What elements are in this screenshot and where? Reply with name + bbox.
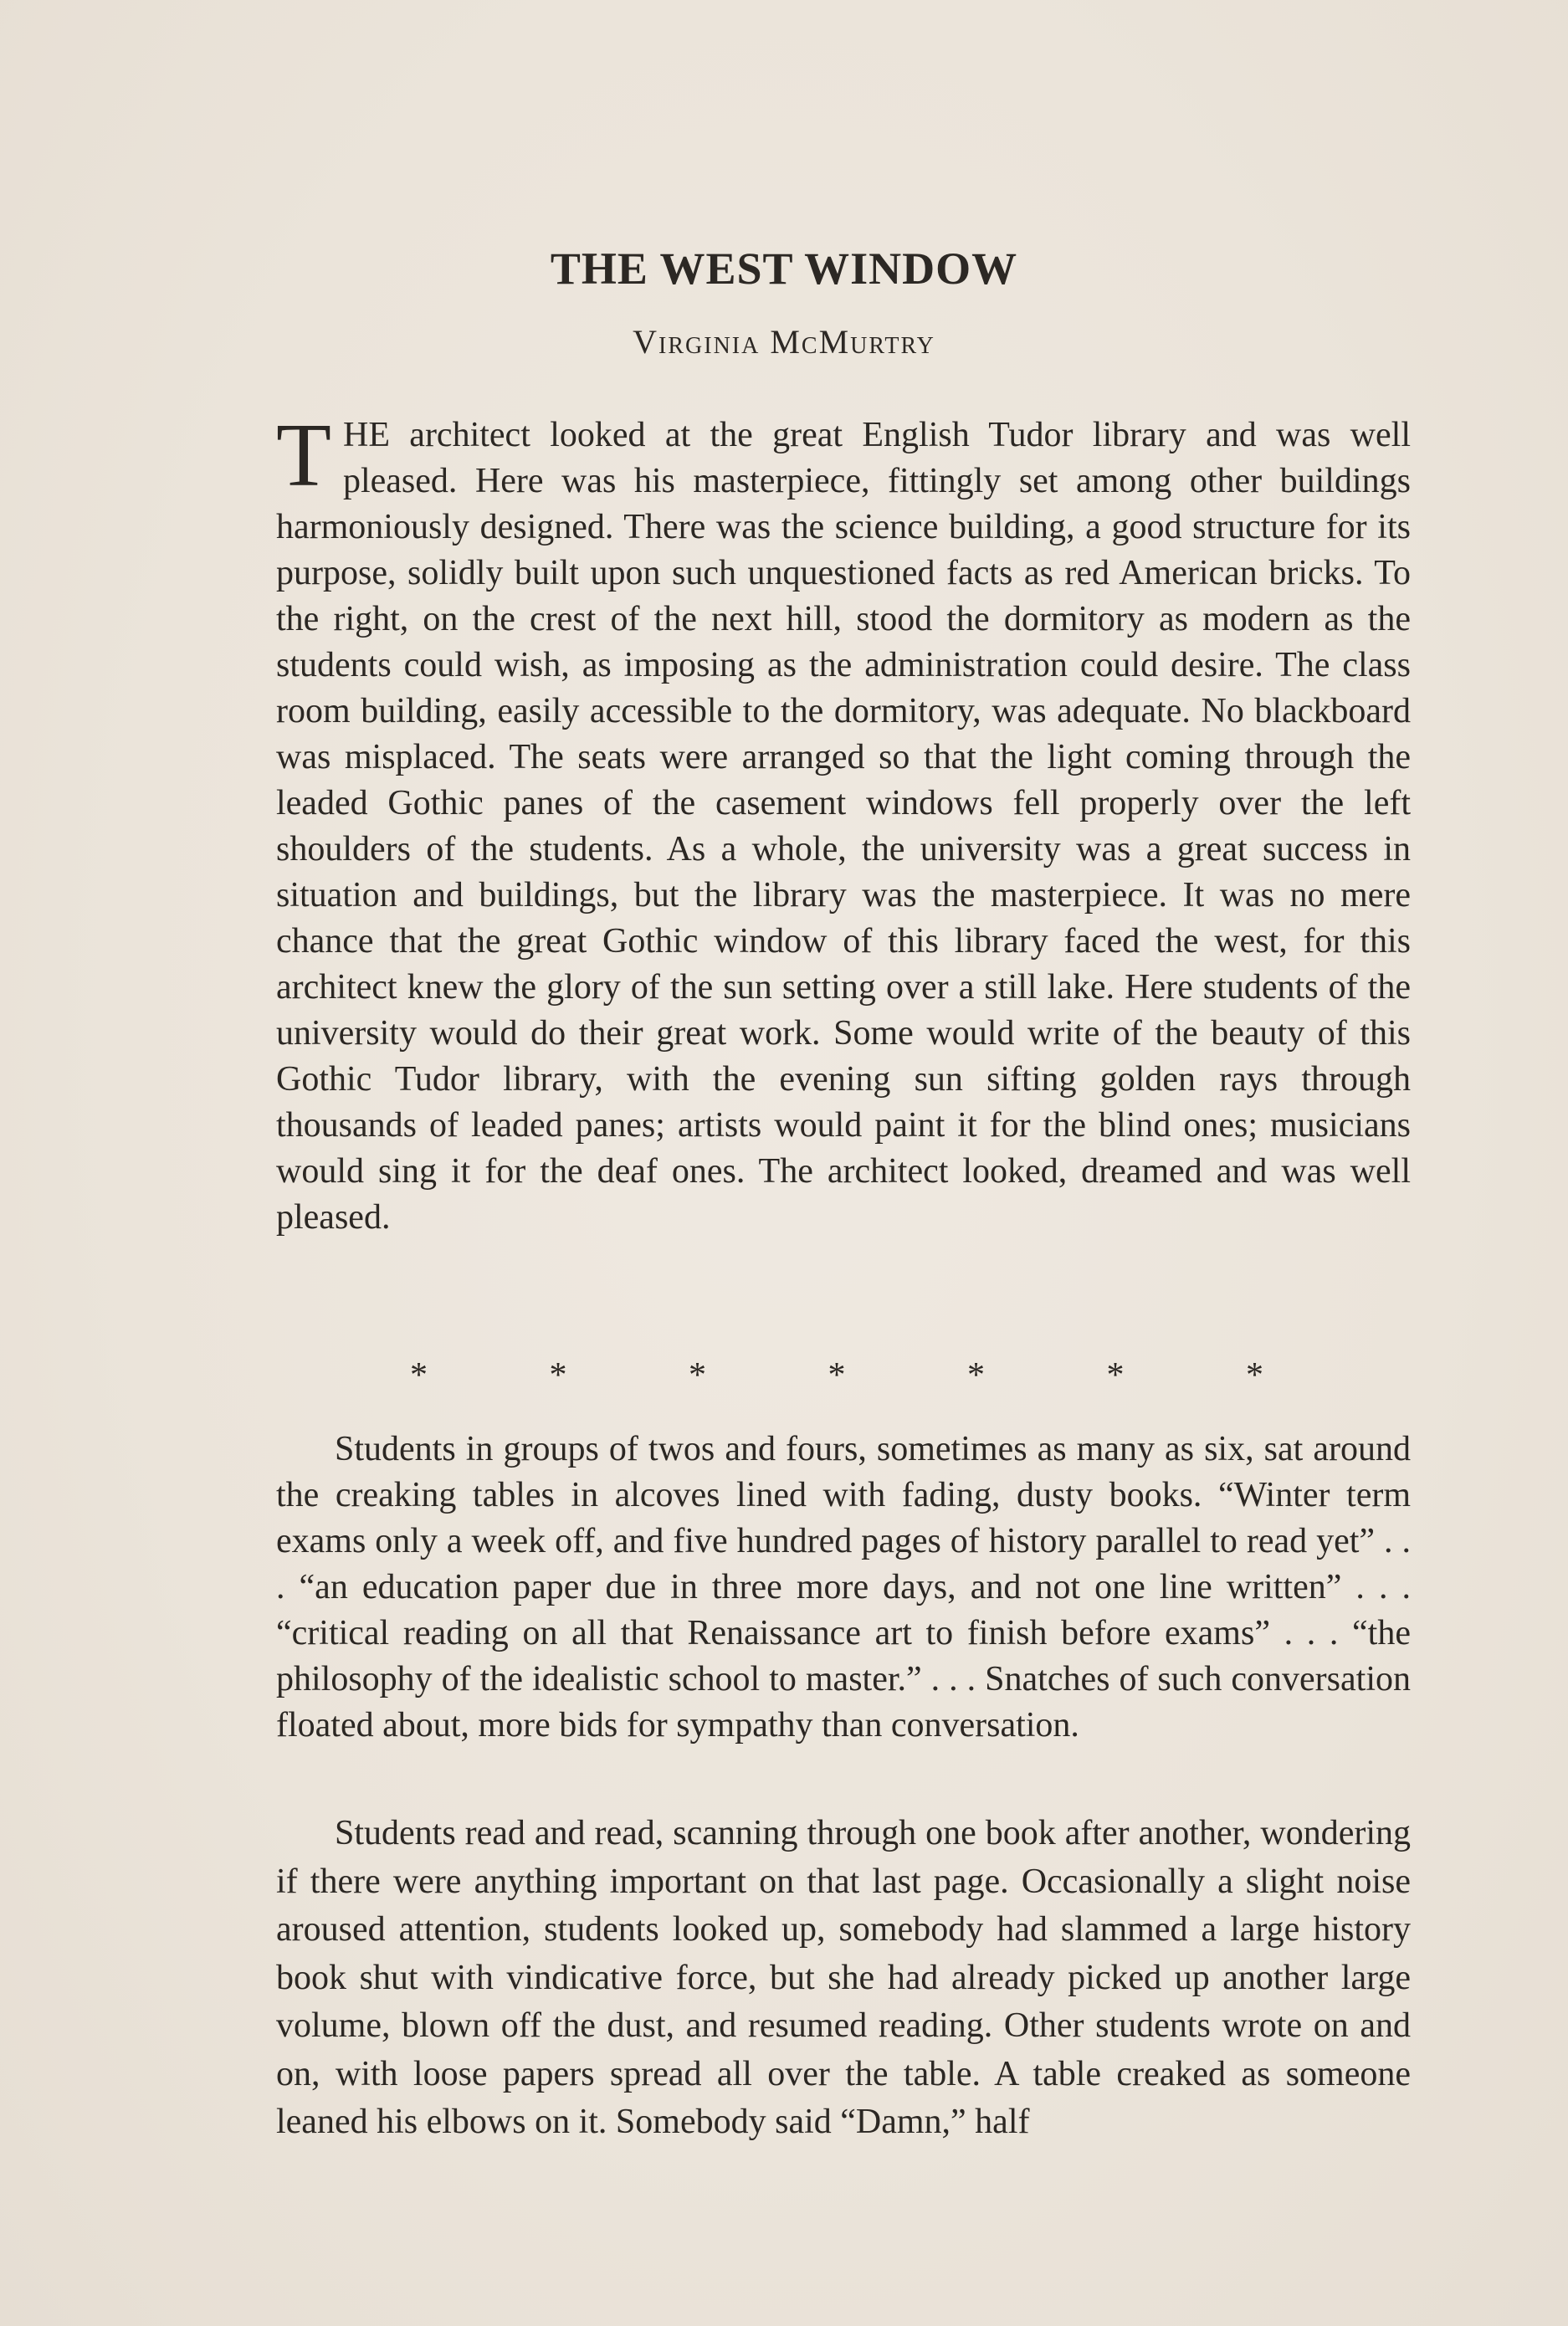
- paragraph-3: [276, 1810, 1411, 2147]
- separator-star: *: [1246, 1356, 1263, 1395]
- separator-star: *: [689, 1356, 706, 1395]
- paragraph-1: [276, 406, 1411, 1241]
- separator-star: *: [410, 1356, 428, 1395]
- separator-star: *: [549, 1356, 567, 1395]
- page-title: THE WEST WINDOW: [550, 243, 1018, 294]
- paragraph-1-text: HE architect looked at the great English Tudor library and was well pleased. Here was his masterpiece, fittingly set among other buildings harmoniously designed. There was the science building, a good structure for its purpose, solidly built upon such unquestioned facts as red American bricks. To the right, on the crest of the next hill, stood the dormitory as modern as the students could wish, as imposing as the administration could desire. The class room building, easily accessible to the dormitory, was adequate. No blackboard was misplaced. The seats were arranged so that the light coming through the leaded Gothic panes of the casement windows fell properly over the left shoulders of the students. As a whole, the university was a great success in situation and buildings, but the library was the masterpiece. It was no mere chance that the great Gothic window of this library faced the west, for this architect knew the glory of the sun setting over a still lake. Here students of the university would do their great work. Some would write of the beauty of this Gothic Tudor library, with the evening sun sifting golden rays through thousands of leaded panes; artists would paint it for the blind ones; musicians would sing it for the deaf ones. The architect looked, dreamed and was well pleased.: [276, 416, 1411, 1237]
- separator-star: *: [828, 1356, 846, 1395]
- paragraph-3-text: Students read and read, scanning through one book after another, wondering if there were anything important on that last page. Occasionally a slight noise aroused attention, students looked up, somebody had slammed a large history book shut with vindicative force, but she had already picked up another large volume, blown off the dust, and resumed reading. Other students wrote on and on, with loose papers spread all over the table. A table creaked as someone leaned his elbows on it. Somebody said “Damn,” half: [276, 1814, 1411, 2141]
- paragraph-2-text: Students in groups of twos and fours, sometimes as many as six, sat around the creaking tables in alcoves lined with fading, dusty books. “Winter term exams only a week off, and five hundred pages of history parallel to read yet” . . . “an education paper due in three more days, and not one line written” . . . “critical reading on all that Renaissance art to finish before exams” . . . “the philosophy of the idealistic school to master.” . . . Snatches of such conversation floated about, more bids for sympathy than conversation.: [276, 1430, 1411, 1744]
- separator-star: *: [967, 1356, 985, 1395]
- drop-cap: T: [276, 406, 331, 505]
- separator-star: *: [1106, 1356, 1125, 1395]
- paragraph-2: [276, 1427, 1411, 1749]
- author-name: Virginia McMurtry: [633, 323, 935, 361]
- section-separator: [410, 1355, 1263, 1396]
